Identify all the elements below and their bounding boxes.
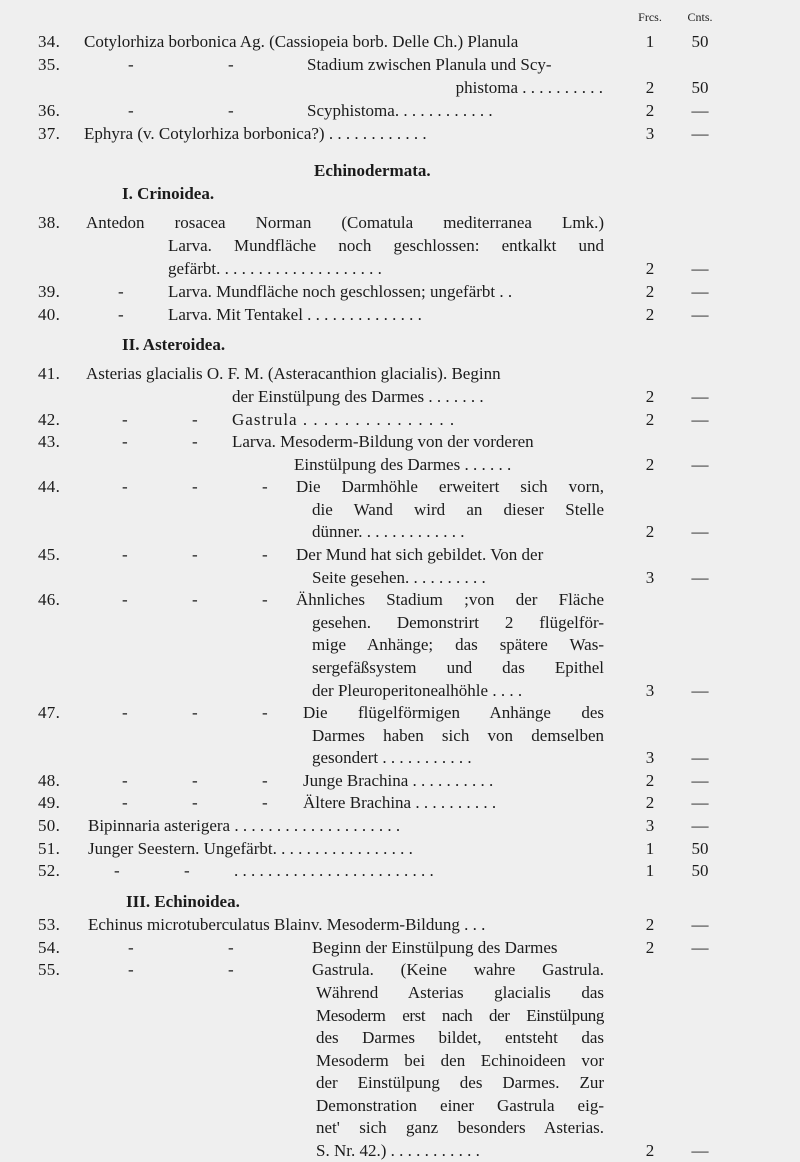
phylum-heading <box>0 159 800 182</box>
price-francs: 2 <box>645 454 655 474</box>
entry-number: 48. <box>38 770 61 790</box>
price-centimes: — <box>691 770 709 790</box>
entry-number: 43. <box>38 432 61 452</box>
entry-number: 39. <box>38 282 61 301</box>
class-title: II. Asteroidea. <box>122 334 226 354</box>
entry-53 <box>0 913 800 936</box>
entry-55-cont <box>0 1071 800 1094</box>
entry-number: 36. <box>38 101 61 120</box>
ditto-mark: - <box>228 960 234 980</box>
entry-55 <box>0 958 800 981</box>
entry-text: Demonstration einer Gastrula eig- <box>316 1095 604 1115</box>
price-francs: 2 <box>645 522 655 542</box>
ditto-mark: - <box>122 432 128 452</box>
entry-text: Junger Seestern. Ungefärbt. . . . . . . . . . . . . . . . . <box>88 838 413 858</box>
price-francs: 3 <box>645 748 655 768</box>
entry-text: Bipinnaria asterigera . . . . . . . . . . . . . . . . . . . . <box>88 816 401 836</box>
price-francs: 2 <box>645 770 655 790</box>
ditto-mark: - <box>118 305 124 324</box>
entry-number: 52. <box>38 861 61 881</box>
entry-42 <box>0 408 800 431</box>
entry-text: Cotylorhiza borbonica Ag. (Cassiopeia borb. Delle Ch.) Planula <box>84 32 519 51</box>
entry-number: 49. <box>38 793 61 813</box>
entry-44 <box>0 475 800 498</box>
ditto-mark: - <box>122 590 128 610</box>
ditto-mark: - <box>192 409 198 429</box>
entry-39 <box>0 280 800 303</box>
price-centimes: — <box>691 1141 709 1160</box>
entry-55-cont <box>0 981 800 1004</box>
class-heading-echinoidea <box>0 890 800 913</box>
entry-text: gefärbt. . . . . . . . . . . . . . . . . . . . <box>168 259 382 278</box>
entry-35-cont <box>0 76 800 99</box>
entry-34 <box>0 30 800 53</box>
entry-51 <box>0 837 800 860</box>
entry-36 <box>0 99 800 122</box>
price-francs: 3 <box>645 567 655 587</box>
price-francs: 2 <box>645 282 655 301</box>
entry-55-cont <box>0 1026 800 1049</box>
price-francs: 2 <box>645 386 655 406</box>
price-centimes: — <box>691 409 709 429</box>
ditto-mark: - <box>118 282 124 301</box>
entry-text: mige Anhänge; das spätere Was- <box>312 635 604 655</box>
phylum-title: Echinodermata. <box>314 161 431 180</box>
price-centimes: — <box>691 937 709 957</box>
entry-38 <box>0 211 800 234</box>
price-centimes: — <box>691 101 709 120</box>
entry-text: dünner. . . . . . . . . . . . . <box>312 522 465 542</box>
entry-46-cont <box>0 656 800 679</box>
entry-text: Darmes haben sich von demselben <box>312 725 604 745</box>
entry-text: der Einstülpung des Darmes . . . . . . . <box>232 386 484 406</box>
ditto-mark: - <box>262 703 268 723</box>
ditto-mark: - <box>122 409 128 429</box>
entry-text: Die flügelförmigen Anhänge des <box>303 703 604 723</box>
entry-47-cont <box>0 724 800 747</box>
entry-38-cont <box>0 257 800 280</box>
price-francs: 1 <box>645 838 655 858</box>
entry-35 <box>0 53 800 76</box>
entry-number: 47. <box>38 703 61 723</box>
entry-52 <box>0 859 800 882</box>
entry-text: Beginn der Einstülpung des Darmes <box>312 937 558 957</box>
entry-46 <box>0 588 800 611</box>
entry-55-cont <box>0 1116 800 1139</box>
entry-46-cont <box>0 679 800 702</box>
entry-text: . . . . . . . . . . . . . . . . . . . . . . . . <box>234 861 434 881</box>
price-francs: 2 <box>645 793 655 813</box>
entry-text: Junge Brachina . . . . . . . . . . <box>303 770 494 790</box>
ditto-mark: - <box>122 477 128 497</box>
entry-46-cont <box>0 611 800 634</box>
price-centimes: — <box>691 793 709 813</box>
entry-number: 40. <box>38 305 61 324</box>
entry-text: sergefäßsystem und das Epithel <box>312 657 604 677</box>
entry-text: Gastrula. (Keine wahre Gastrula. <box>312 960 604 980</box>
price-centimes: — <box>691 124 709 143</box>
entry-46-cont <box>0 633 800 656</box>
entry-text: Larva. Mundfläche noch geschlossen: entkalkt und <box>168 236 604 255</box>
price-centimes: — <box>691 915 709 935</box>
price-centimes: — <box>691 386 709 406</box>
price-francs: 2 <box>645 1141 655 1160</box>
ditto-mark: - <box>122 770 128 790</box>
class-title: I. Crinoidea. <box>122 184 215 203</box>
entry-text: Die Darmhöhle erweitert sich vorn, <box>296 477 604 497</box>
ditto-mark: - <box>228 101 234 120</box>
column-headers <box>0 6 800 29</box>
price-francs: 2 <box>645 409 655 429</box>
entry-55-cont <box>0 1094 800 1117</box>
price-francs: 3 <box>645 816 655 836</box>
entry-text: Echinus microtuberculatus Blainv. Mesoderm-Bildung . . . <box>88 915 486 935</box>
entry-48 <box>0 769 800 792</box>
entry-text: net' sich ganz besonders Asterias. <box>316 1118 604 1138</box>
price-centimes: — <box>691 454 709 474</box>
entry-number: 51. <box>38 838 61 858</box>
centimes-header: Cnts. <box>687 10 713 24</box>
entry-44-cont <box>0 520 800 543</box>
price-francs: 3 <box>645 680 655 700</box>
ditto-mark: - <box>122 545 128 565</box>
entry-47 <box>0 701 800 724</box>
entry-55-cont <box>0 1049 800 1072</box>
ditto-mark: - <box>192 770 198 790</box>
ditto-mark: - <box>184 861 190 881</box>
entry-54 <box>0 936 800 959</box>
ditto-mark: - <box>128 960 134 980</box>
ditto-mark: - <box>262 590 268 610</box>
ditto-mark: - <box>192 477 198 497</box>
ditto-mark: - <box>114 861 120 881</box>
entry-text: gesondert . . . . . . . . . . . <box>312 748 472 768</box>
price-centimes: 50 <box>691 32 709 51</box>
price-francs: 2 <box>645 78 655 97</box>
price-francs: 3 <box>645 124 655 143</box>
entry-49 <box>0 791 800 814</box>
entry-text: Larva. Mit Tentakel . . . . . . . . . . . . . . <box>168 305 422 324</box>
ditto-mark: - <box>192 432 198 452</box>
price-centimes: — <box>691 680 709 700</box>
price-centimes: 50 <box>691 861 709 881</box>
entry-text: Während Asterias glacialis das <box>316 982 604 1002</box>
price-francs: 1 <box>645 32 655 51</box>
price-francs: 2 <box>645 305 655 324</box>
entry-41 <box>0 362 800 385</box>
price-francs: 2 <box>645 937 655 957</box>
entry-number: 54. <box>38 937 61 957</box>
entry-number: 55. <box>38 960 61 980</box>
price-centimes: 50 <box>691 838 709 858</box>
price-francs: 1 <box>645 861 655 881</box>
entry-number: 42. <box>38 409 61 429</box>
entry-text: der Pleuroperitonealhöhle . . . . <box>312 680 523 700</box>
ditto-mark: - <box>192 703 198 723</box>
entry-text: S. Nr. 42.) . . . . . . . . . . . <box>316 1141 480 1160</box>
ditto-mark: - <box>192 590 198 610</box>
entry-number: 37. <box>38 124 61 143</box>
ditto-mark: - <box>128 55 134 74</box>
entry-number: 35. <box>38 55 61 74</box>
entry-number: 53. <box>38 915 61 935</box>
entry-45-cont <box>0 566 800 589</box>
ditto-mark: - <box>128 101 134 120</box>
price-centimes: — <box>691 748 709 768</box>
entry-text: Asterias glacialis O. F. M. (Asteracanthion glacialis). Beginn <box>86 364 501 384</box>
entry-text: Der Mund hat sich gebildet. Von der <box>296 545 544 565</box>
price-centimes: — <box>691 816 709 836</box>
entry-text: der Einstülpung des Darmes. Zur <box>316 1073 604 1093</box>
price-francs: 2 <box>645 259 655 278</box>
entry-number: 44. <box>38 477 61 497</box>
price-centimes: 50 <box>691 78 709 97</box>
entry-number: 50. <box>38 816 61 836</box>
entry-number: 45. <box>38 545 61 565</box>
entry-text: gesehen. Demonstrirt 2 flügelför- <box>312 612 604 632</box>
price-centimes: — <box>691 305 709 324</box>
entry-text: Ähnliches Stadium ;von der Fläche <box>296 590 604 610</box>
ditto-mark: - <box>228 55 234 74</box>
entry-40 <box>0 303 800 326</box>
entry-text: Scyphistoma. . . . . . . . . . . . <box>307 101 493 120</box>
ditto-mark: - <box>192 545 198 565</box>
price-centimes: — <box>691 282 709 301</box>
entry-number: 46. <box>38 590 61 610</box>
entry-44-cont <box>0 498 800 521</box>
entry-text: Stadium zwischen Planula und Scy- <box>307 55 552 74</box>
entry-47-cont <box>0 746 800 769</box>
entry-45 <box>0 543 800 566</box>
entry-text: Antedon rosacea Norman (Comatula mediterranea Lmk.) <box>86 213 604 232</box>
entry-text: Larva. Mundfläche noch geschlossen; ungefärbt . . <box>168 282 513 301</box>
entry-50 <box>0 814 800 837</box>
entry-number: 38. <box>38 213 61 232</box>
entry-text: Larva. Mesoderm-Bildung von der vorderen <box>232 432 534 452</box>
entry-text: Ephyra (v. Cotylorhiza borbonica?) . . . . . . . . . . . . <box>84 124 427 143</box>
entry-43 <box>0 430 800 453</box>
entry-text: Ältere Brachina . . . . . . . . . . <box>303 793 497 813</box>
ditto-mark: - <box>192 793 198 813</box>
price-francs: 2 <box>645 101 655 120</box>
entry-text: Gastrula . . . . . . . . . . . . . . . <box>232 409 456 429</box>
entry-number: 34. <box>38 32 61 51</box>
entry-text: Seite gesehen. . . . . . . . . . <box>312 567 486 587</box>
entry-38-cont <box>0 234 800 257</box>
entry-43-cont <box>0 453 800 476</box>
class-heading-asteroidea <box>0 333 800 356</box>
price-francs: 2 <box>645 915 655 935</box>
ditto-mark: - <box>122 703 128 723</box>
ditto-mark: - <box>122 793 128 813</box>
francs-header: Frcs. <box>638 10 662 24</box>
ditto-mark: - <box>262 770 268 790</box>
entry-text: des Darmes bildet, entsteht das <box>316 1028 604 1048</box>
class-title: III. Echinoidea. <box>126 891 240 911</box>
ditto-mark: - <box>228 937 234 957</box>
entry-37 <box>0 122 800 145</box>
entry-text: Einstülpung des Darmes . . . . . . <box>294 454 512 474</box>
price-centimes: — <box>691 259 709 278</box>
entry-text: die Wand wird an dieser Stelle <box>312 499 604 519</box>
entry-55-cont <box>0 1004 800 1027</box>
entry-number: 41. <box>38 364 61 384</box>
price-centimes: — <box>691 522 709 542</box>
entry-41-cont <box>0 385 800 408</box>
class-heading-crinoidea <box>0 182 800 205</box>
ditto-mark: - <box>262 545 268 565</box>
entry-text: phistoma . . . . . . . . . . <box>455 78 603 97</box>
price-centimes: — <box>691 567 709 587</box>
ditto-mark: - <box>128 937 134 957</box>
ditto-mark: - <box>262 793 268 813</box>
entry-text: Mesoderm bei den Echinoideen vor <box>316 1050 604 1070</box>
ditto-mark: - <box>262 477 268 497</box>
entry-text: Mesoderm erst nach der Einstülpung <box>316 1005 604 1025</box>
